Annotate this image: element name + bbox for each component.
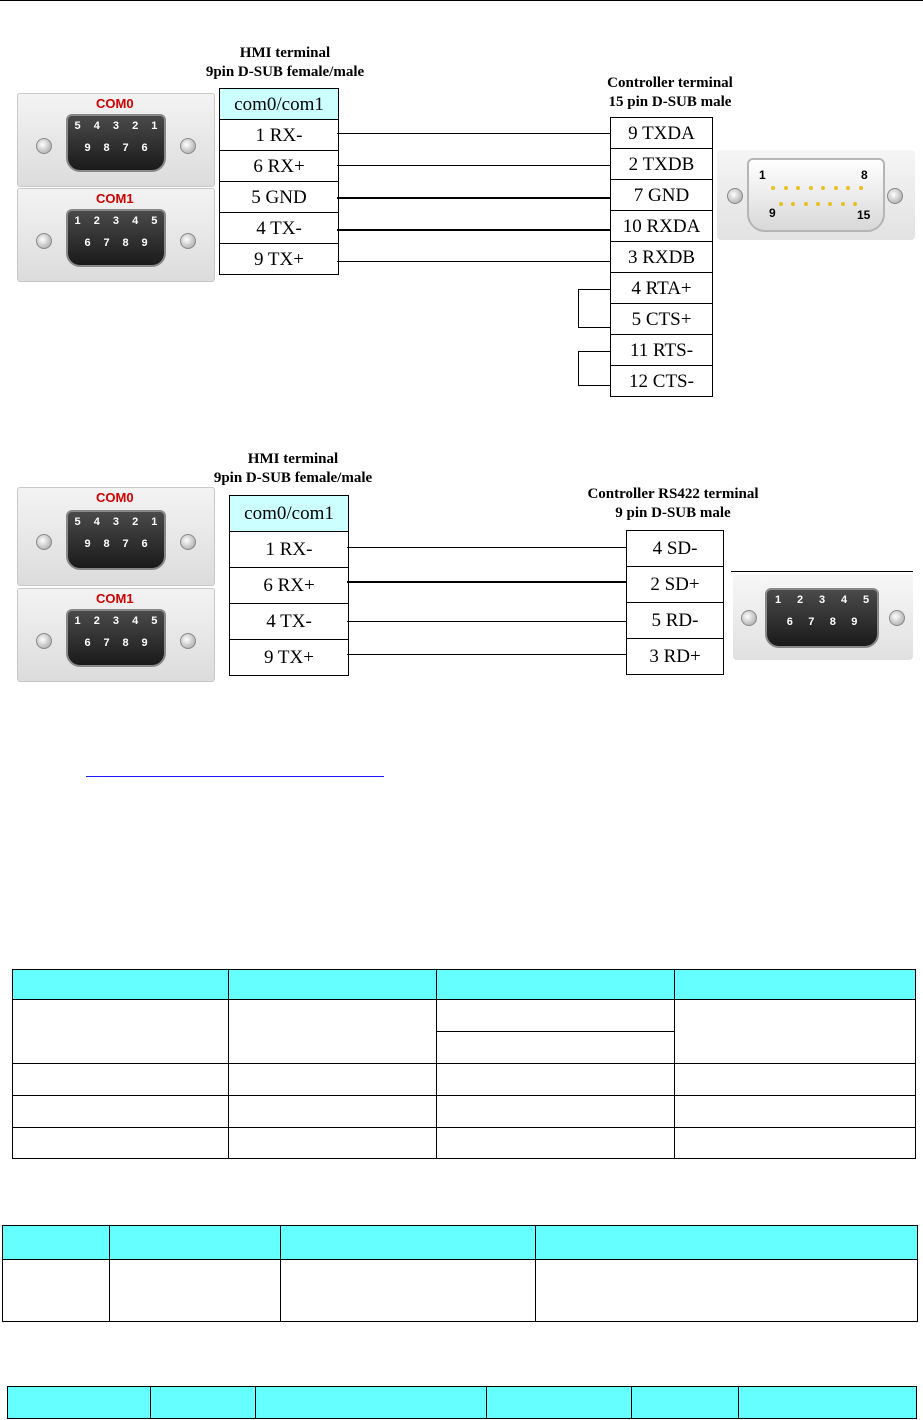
controller-pin: 7 GND <box>611 180 712 211</box>
screw-icon <box>36 633 52 649</box>
wire <box>337 133 610 134</box>
table-row <box>13 1128 916 1159</box>
controller-pin-table <box>610 117 713 397</box>
wire <box>347 581 626 583</box>
db9-shell: 5 4 3 2 1 9 8 7 6 <box>66 510 166 570</box>
controller-terminal-header <box>575 74 765 112</box>
hmi-pin: 4 TX- <box>220 213 338 244</box>
hmi-pin: 1 RX- <box>230 532 348 568</box>
hmi-pin-table <box>229 495 349 676</box>
table-row <box>13 1096 916 1128</box>
controller-pin: 5 CTS+ <box>611 304 712 335</box>
wire <box>337 261 610 262</box>
hmi-header-title: HMI terminal <box>247 451 339 467</box>
table-row <box>13 1064 916 1096</box>
address-range-table <box>7 1386 917 1419</box>
wire <box>347 547 626 548</box>
hyperlink-underline[interactable] <box>86 776 384 777</box>
hmi-header-subtitle: 9pin D-SUB female/male <box>213 470 373 486</box>
hmi-pin: 9 TX+ <box>230 640 348 676</box>
hmi-header-title: HMI terminal <box>239 45 331 61</box>
screw-icon <box>180 534 196 550</box>
com1-connector-image <box>17 188 215 282</box>
db15-shell <box>747 158 885 232</box>
controller-header-subtitle: 9 pin D-SUB male <box>615 505 731 521</box>
screw-icon <box>36 233 52 249</box>
com0-label: COM0 <box>96 96 134 111</box>
db9-shell: 1 2 3 4 5 6 7 8 9 <box>66 209 166 267</box>
pin-number: 8 <box>861 168 868 182</box>
controller-pin: 2 TXDB <box>611 149 712 180</box>
jumper-loop <box>578 289 611 328</box>
wire <box>347 621 626 622</box>
controller-pin: 10 RXDA <box>611 211 712 242</box>
com0-connector-image <box>17 93 215 187</box>
hmi-pin: 9 TX+ <box>220 244 338 275</box>
controller-pin: 2 SD+ <box>627 567 723 603</box>
device-address-table <box>2 1225 918 1322</box>
com1-connector-image <box>17 588 215 682</box>
screw-icon <box>180 633 196 649</box>
screw-icon <box>180 138 196 154</box>
controller-header-title: Controller terminal <box>607 75 733 91</box>
controller-pin: 4 SD- <box>627 531 723 567</box>
controller-pin: 3 RXDB <box>611 242 712 273</box>
controller-header-subtitle: 15 pin D-SUB male <box>608 94 732 110</box>
hmi-pin: 4 TX- <box>230 604 348 640</box>
screw-icon <box>741 610 757 626</box>
controller-pin: 5 RD- <box>627 603 723 639</box>
pin-number: 9 <box>769 206 776 220</box>
db9-shell: 1 2 3 4 5 6 7 8 9 <box>66 609 166 667</box>
com0-label: COM0 <box>96 490 134 505</box>
controller-pin: 11 RTS- <box>611 335 712 366</box>
rs422-connector-image <box>733 574 913 660</box>
screw-icon <box>36 534 52 550</box>
controller-header-title: Controller RS422 terminal <box>587 486 759 502</box>
hmi-pin: 5 GND <box>220 182 338 213</box>
hmi-pin-table <box>219 88 339 275</box>
com0-connector-image <box>17 487 215 586</box>
controller-pin: 9 TXDA <box>611 118 712 149</box>
controller-pin: 3 RD+ <box>627 639 723 675</box>
table-header-row <box>3 1226 918 1260</box>
table-row <box>13 1000 916 1032</box>
hmi-pin: 6 RX+ <box>220 151 338 182</box>
pin-number: 1 <box>759 168 766 182</box>
screw-icon <box>727 188 743 204</box>
com1-label: COM1 <box>96 191 134 206</box>
wire <box>337 165 610 166</box>
hmi-terminal-header <box>193 450 393 488</box>
wire <box>347 654 626 655</box>
hmi-pin: 1 RX- <box>220 120 338 151</box>
controller-pin: 4 RTA+ <box>611 273 712 304</box>
pin-number: 15 <box>857 208 871 222</box>
db15-connector-image <box>717 150 915 240</box>
wire <box>337 197 610 199</box>
pin-dots <box>779 202 857 206</box>
table-row <box>3 1260 918 1322</box>
wire <box>337 229 610 231</box>
table-header-row <box>8 1387 917 1419</box>
screw-icon <box>887 188 903 204</box>
hmi-port-header: com0/com1 <box>230 496 348 532</box>
db9-shell: 5 4 3 2 1 9 8 7 6 <box>66 114 166 172</box>
hmi-header-subtitle: 9pin D-SUB female/male <box>205 64 365 80</box>
settings-table <box>12 969 916 1159</box>
db9-shell: 1 2 3 4 5 6 7 8 9 <box>765 588 879 648</box>
screw-icon <box>180 233 196 249</box>
connector-top-rule <box>731 571 913 572</box>
screw-icon <box>889 610 905 626</box>
com1-label: COM1 <box>96 591 134 606</box>
controller-terminal-header <box>558 485 788 523</box>
table-header-row <box>13 970 916 1000</box>
jumper-loop <box>578 351 611 386</box>
screw-icon <box>36 138 52 154</box>
top-rule <box>0 0 923 1</box>
hmi-pin: 6 RX+ <box>230 568 348 604</box>
controller-pin: 12 CTS- <box>611 366 712 397</box>
pin-dots <box>771 186 863 190</box>
hmi-port-header: com0/com1 <box>220 89 338 120</box>
controller-pin-table <box>626 530 724 675</box>
hmi-terminal-header <box>190 44 380 82</box>
